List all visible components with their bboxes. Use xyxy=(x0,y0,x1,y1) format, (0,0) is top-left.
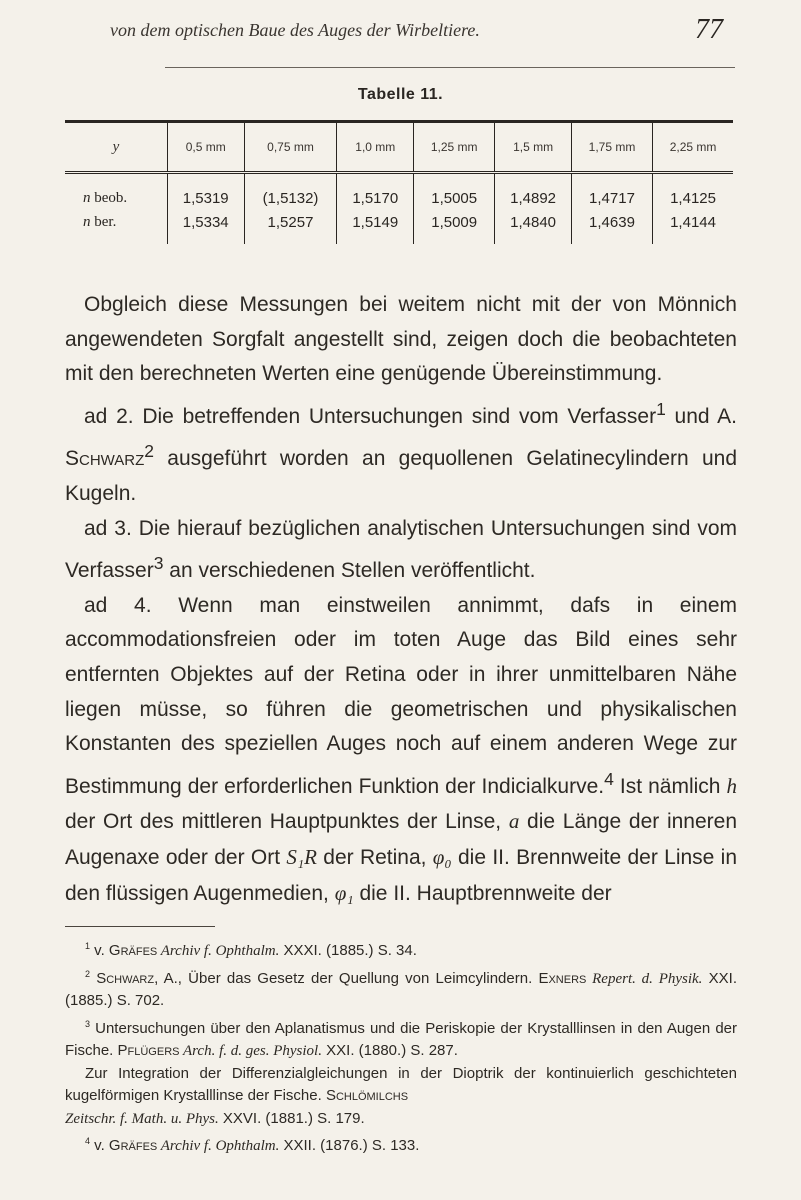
page-number: 77 xyxy=(695,14,723,45)
table-cell: 1,5257 xyxy=(244,210,337,244)
author-name: Schwarz xyxy=(90,969,155,987)
journal-title: Arch. f. d. ges. Physiol. xyxy=(179,1043,322,1059)
table-row xyxy=(65,210,733,244)
text-run: an verschiedenen Stellen veröffentlicht. xyxy=(163,559,536,583)
paragraph xyxy=(65,392,737,512)
paragraph xyxy=(65,589,737,911)
text-run: , A., Über das Gesetz der Quellung von Leimcylindern. xyxy=(154,969,539,987)
row-label-text: ber. xyxy=(90,213,117,230)
refraction-index-table xyxy=(65,120,733,244)
text-run: die II. Brennweite der Linse in den flüssigen Augenmedien, xyxy=(65,845,737,905)
math-symbol: a xyxy=(508,809,520,834)
column-header: 1,25 mm xyxy=(414,122,495,173)
text-run: Ist nämlich xyxy=(613,774,727,798)
table-cell: 1,5319 xyxy=(167,173,244,211)
footnote-number: 1 xyxy=(85,941,91,951)
table-header-row xyxy=(65,122,733,173)
table-cell: 1,5334 xyxy=(167,210,244,244)
row-label-text: beob. xyxy=(90,189,128,206)
journal-title: Zeitschr. f. Math. u. Phys. xyxy=(65,1110,219,1127)
text-run: XXII. (1876.) S. 133. xyxy=(279,1137,420,1154)
table-cell: 1,4892 xyxy=(495,173,572,211)
journal-title: Repert. d. Physik. xyxy=(586,970,703,987)
row-label-symbol: n xyxy=(83,189,91,206)
text-run: XXXI. (1885.) S. 34. xyxy=(279,942,417,959)
text-run: die II. Hauptbrennweite der xyxy=(353,881,612,905)
author-name: Schwarz xyxy=(65,447,145,471)
table-cell: 1,4717 xyxy=(571,173,652,211)
text-run: v. xyxy=(90,1137,109,1154)
column-header: 1,75 mm xyxy=(571,122,652,173)
text-run: Zur Integration der Differenzialgleichungen in der Dioptrik der kontinuierlich geschichteten kugelförmigen Krystalllinse der Fische. xyxy=(65,1064,737,1104)
text-run: ausgeführt worden an gequollenen Gelatinecylindern und Kugeln. xyxy=(65,447,737,505)
table-cell: 1,4125 xyxy=(653,173,733,211)
table-cell: 1,5170 xyxy=(337,173,414,211)
footnote xyxy=(65,935,737,963)
text-run: ad 2. Die betreffenden Untersuchungen sind vom Verfasser xyxy=(84,404,657,428)
author-name: Exners xyxy=(538,969,587,987)
column-header: 1,5 mm xyxy=(495,122,572,173)
footnote-number: 4 xyxy=(85,1136,91,1146)
footnote xyxy=(65,963,737,1013)
footnote xyxy=(65,1130,737,1158)
table-row xyxy=(65,173,733,211)
footnote-ref[interactable]: 2 xyxy=(144,441,155,462)
journal-title: Archiv f. Ophthalm. xyxy=(157,1138,280,1154)
table-cell: 1,4840 xyxy=(495,210,572,244)
footnotes xyxy=(65,935,737,1158)
footnote-ref[interactable]: 1 xyxy=(656,398,666,419)
journal-title: Archiv f. Ophthalm. xyxy=(157,943,280,959)
row-label xyxy=(65,173,167,211)
column-header: 2,25 mm xyxy=(653,122,733,173)
column-header: 1,0 mm xyxy=(337,122,414,173)
text-run: und A. xyxy=(665,404,737,428)
paragraph: Obgleich diese Messungen bei weitem nicht mit der von Mönnich angewendeten Sorgfalt angestellt sind, zeigen doch die beobachteten mit den berechneten Werten eine genügende Übereinstimmung. xyxy=(65,293,737,386)
math-symbol: φ₀ xyxy=(432,844,452,869)
body-text xyxy=(65,288,737,911)
row-label xyxy=(65,210,167,244)
text-run: ad 3. Die hierauf bezüglichen analytischen Untersuchungen sind vom Verfasser xyxy=(65,516,737,583)
math-symbol: φ₁ xyxy=(334,880,354,905)
running-head: von dem optischen Baue des Auges der Wirbeltiere. xyxy=(110,20,480,40)
text-run: der Ort des mittleren Hauptpunktes der Linse, xyxy=(65,810,509,834)
footnote-rule xyxy=(65,926,215,927)
footnote-ref[interactable]: 3 xyxy=(153,553,164,574)
footnote xyxy=(65,1013,737,1063)
text-run: XXVI. (1881.) S. 179. xyxy=(218,1109,365,1127)
author-name: Schlömilchs xyxy=(325,1087,409,1104)
column-header: 0,5 mm xyxy=(167,122,244,173)
header-rule xyxy=(165,67,735,68)
paragraph xyxy=(65,512,737,589)
table-cell: 1,5009 xyxy=(414,210,495,244)
column-header: 0,75 mm xyxy=(244,122,337,173)
table-cell: 1,5005 xyxy=(414,173,495,211)
footnote-number: 2 xyxy=(85,968,91,979)
table-caption: Tabelle 11. xyxy=(357,86,444,103)
text-run: XXI. (1880.) S. 287. xyxy=(321,1042,458,1059)
table-cell: 1,4639 xyxy=(571,210,652,244)
math-symbol: S₁R xyxy=(286,844,317,869)
row-label-symbol: n xyxy=(83,213,91,230)
math-symbol: h xyxy=(726,773,737,798)
text-run: XXI. (1885.) S. 702. xyxy=(65,969,737,1009)
author-name: Pflügers xyxy=(117,1042,180,1059)
author-name: Gräfes xyxy=(108,1137,158,1154)
table-cell: (1,5132) xyxy=(244,173,337,211)
text-run: v. xyxy=(90,942,109,959)
text-run: die Länge der inneren Augenaxe oder der Ort xyxy=(65,810,738,869)
table-cell: 1,5149 xyxy=(337,210,414,244)
footnote xyxy=(65,1063,737,1131)
text-run: Untersuchungen über den Aplanatismus und die Periskopie der Krystalllinsen in den Augen der Fische. xyxy=(65,1019,737,1059)
text-run: der Retina, xyxy=(316,845,433,869)
table-cell: 1,4144 xyxy=(653,210,733,244)
text-run: ad 4. Wenn man einstweilen annimmt, dafs in einem accommodationsfreien oder im toten Auge das Bild eines sehr entfernten Objektes auf der Retina oder in ihrer unmittelbaren Nähe liegen müsse, so führen die geometrischen und physikalischen Konstanten des speziellen Auges noch auf einem anderen Wege zur Bestimmung der erforderlichen Funktion der Indicialkurve. xyxy=(65,593,737,798)
footnote-ref[interactable]: 4 xyxy=(604,768,614,789)
author-name: Gräfes xyxy=(108,942,158,959)
footnote-number: 3 xyxy=(85,1018,91,1029)
column-header: y xyxy=(65,122,167,173)
